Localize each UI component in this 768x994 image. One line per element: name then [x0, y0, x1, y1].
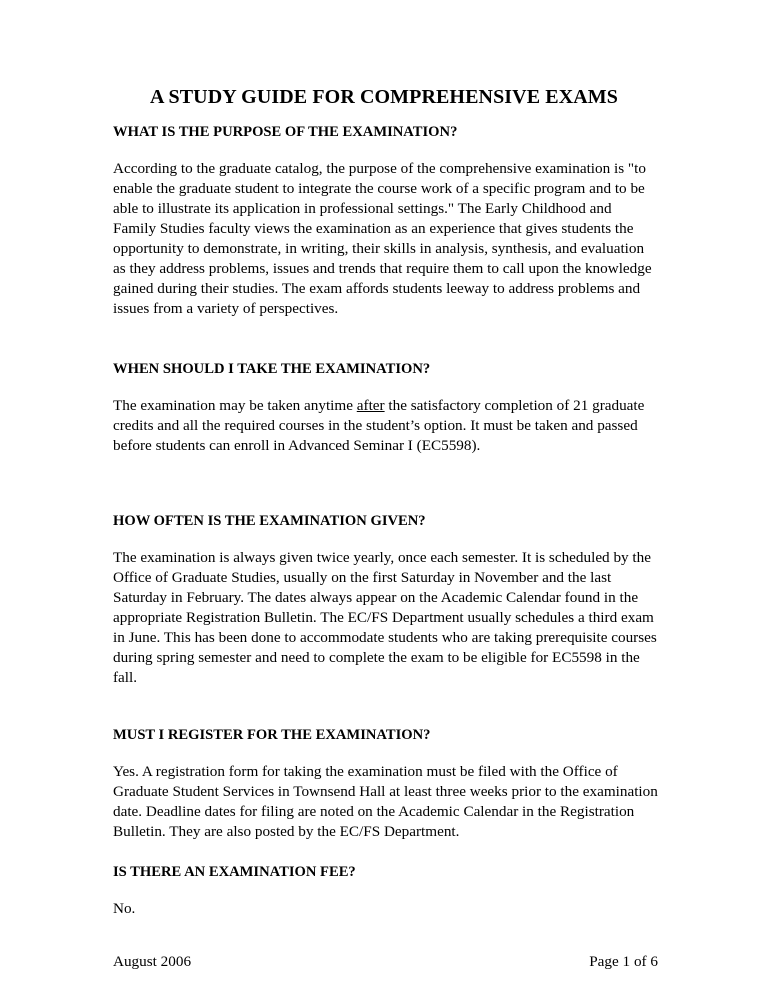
body-text: The examination may be taken anytime [113, 397, 357, 414]
section-fee [113, 862, 658, 919]
section-body: According to the graduate catalog, the purpose of the comprehensive examination is "to enable the graduate student to integrate the course work of a specific program and to be able to illustrate its application in professional settings." The Early Childhood and Family Studies faculty views the examination as an experience that gives students the opportunity to demonstrate, in writing, their skills in analysis, synthesis, and evaluation as they address problems, issues and trends that require them to call upon the knowledge gained during their studies. The exam affords students leeway to address problems and issues from a variety of perspectives. [113, 160, 652, 317]
section-heading: IS THERE AN EXAMINATION FEE? [113, 864, 356, 880]
body-text: the satisfactory completion of 21 graduate credits and all the required courses in the student’s option. It must be taken and passed before students can enroll in Advanced Seminar I (EC5598). [113, 397, 645, 454]
section-register [113, 725, 658, 842]
footer-date: August 2006 [113, 953, 192, 970]
section-body [113, 396, 658, 456]
section-when [113, 359, 658, 456]
section-heading: WHAT IS THE PURPOSE OF THE EXAMINATION? [113, 124, 458, 140]
section-purpose [113, 122, 658, 319]
section-body: The examination is always given twice yearly, once each semester. It is scheduled by the Office of Graduate Studies, usually on the first Saturday in November and the last Saturday in February. The dates always appear on the Academic Calendar found in the appropriate Registration Bulletin. The EC/FS Department usually schedules a third exam in June. This has been done to accommodate students who are taking prerequisite courses during spring semester and need to complete the exam to be eligible for EC5598 in the fall. [113, 549, 657, 686]
document-title: A STUDY GUIDE FOR COMPREHENSIVE EXAMS [149, 86, 618, 108]
section-heading: HOW OFTEN IS THE EXAMINATION GIVEN? [113, 513, 426, 529]
section-how-often [113, 511, 658, 688]
underlined-word: after [356, 397, 385, 414]
footer-page-number: Page 1 of 6 [589, 953, 658, 970]
section-body: No. [113, 900, 136, 917]
section-heading: MUST I REGISTER FOR THE EXAMINATION? [113, 727, 431, 743]
section-body: Yes. A registration form for taking the examination must be filed with the Office of Graduate Student Services in Townsend Hall at least three weeks prior to the examination date. Deadline dates for filing are noted on the Academic Calendar in the Registration Bulletin. They are also posted by the EC/FS Department. [113, 763, 658, 840]
section-heading: WHEN SHOULD I TAKE THE EXAMINATION? [113, 361, 431, 377]
